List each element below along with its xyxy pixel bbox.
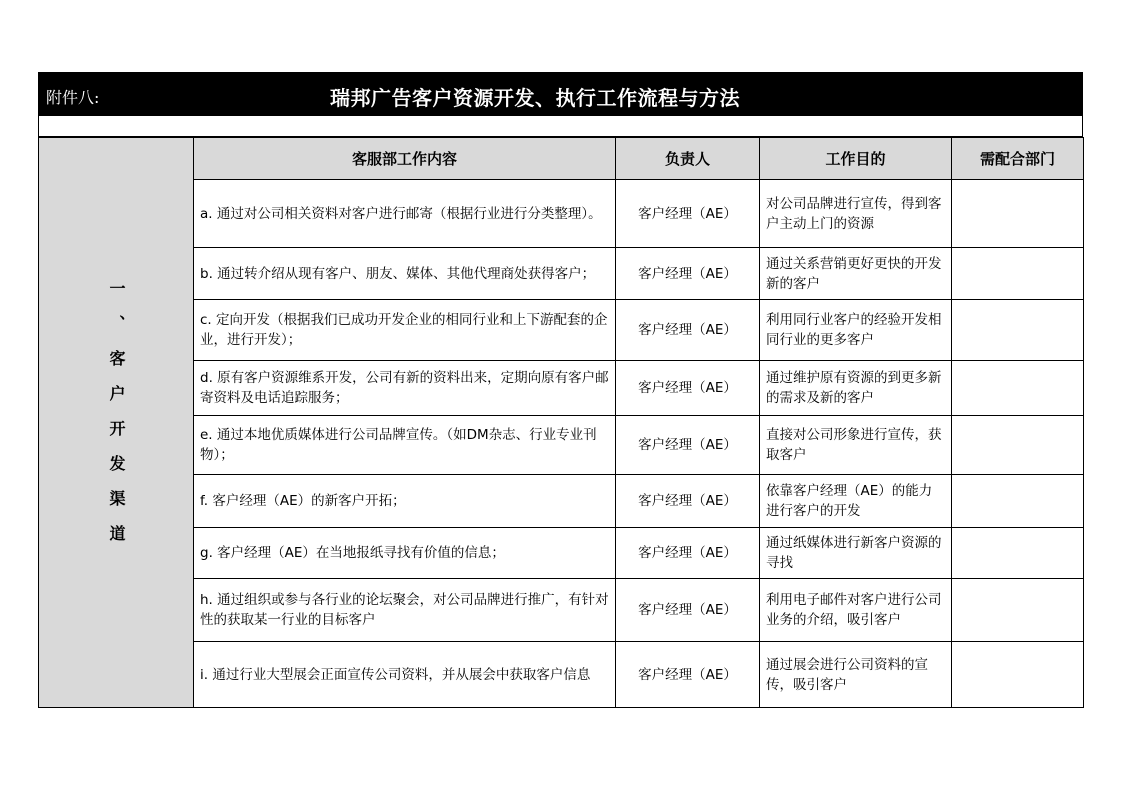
- table-row: [39, 416, 1084, 475]
- table-row: [39, 361, 1084, 416]
- row-dept-cell: [952, 579, 1084, 642]
- row-content-cell: f. 客户经理（AE）的新客户开拓；: [194, 475, 616, 528]
- row-owner-cell: 客户经理（AE）: [616, 475, 760, 528]
- row-owner-cell: 客户经理（AE）: [616, 528, 760, 579]
- row-owner-cell: 客户经理（AE）: [616, 361, 760, 416]
- row-dept-cell: [952, 180, 1084, 248]
- row-content-cell: a. 通过对公司相关资料对客户进行邮寄（根据行业进行分类整理）。: [194, 180, 616, 248]
- table-row: [39, 642, 1084, 708]
- table-row: [39, 300, 1084, 361]
- row-dept-cell: [952, 528, 1084, 579]
- column-header-dept: 需配合部门: [952, 138, 1084, 180]
- table-row: [39, 248, 1084, 300]
- row-purpose-cell: 依靠客户经理（AE）的能力进行客户的开发: [760, 475, 952, 528]
- row-content-cell: i. 通过行业大型展会正面宣传公司资料，并从展会中获取客户信息: [194, 642, 616, 708]
- row-purpose-cell: 利用电子邮件对客户进行公司业务的介绍，吸引客户: [760, 579, 952, 642]
- row-owner-cell: 客户经理（AE）: [616, 248, 760, 300]
- column-header-content: 客服部工作内容: [194, 138, 616, 180]
- table-header-row: [39, 138, 1084, 180]
- row-content-cell: b. 通过转介绍从现有客户、朋友、媒体、其他代理商处获得客户；: [194, 248, 616, 300]
- table-row: [39, 528, 1084, 579]
- row-dept-cell: [952, 642, 1084, 708]
- row-dept-cell: [952, 475, 1084, 528]
- row-owner-cell: 客户经理（AE）: [616, 579, 760, 642]
- row-purpose-cell: 直接对公司形象进行宣传，获取客户: [760, 416, 952, 475]
- row-owner-cell: 客户经理（AE）: [616, 642, 760, 708]
- row-dept-cell: [952, 361, 1084, 416]
- workflow-table: [38, 137, 1084, 708]
- row-owner-cell: 客户经理（AE）: [616, 300, 760, 361]
- column-header-owner: 负责人: [616, 138, 760, 180]
- section-label: 一、客户开发渠道: [107, 279, 126, 560]
- row-owner-cell: 客户经理（AE）: [616, 180, 760, 248]
- page-title: 瑞邦广告客户资源开发、执行工作流程与方法: [330, 86, 740, 110]
- row-content-cell: c. 定向开发（根据我们已成功开发企业的相同行业和上下游配套的企业，进行开发）；: [194, 300, 616, 361]
- section-label-cell: [39, 138, 194, 708]
- row-content-cell: e. 通过本地优质媒体进行公司品牌宣传。（如DM杂志、行业专业刊物）；: [194, 416, 616, 475]
- row-dept-cell: [952, 248, 1084, 300]
- row-content-cell: h. 通过组织或参与各行业的论坛聚会，对公司品牌进行推广，有针对性的获取某一行业的目标客户: [194, 579, 616, 642]
- row-purpose-cell: 通过展会进行公司资料的宣传，吸引客户: [760, 642, 952, 708]
- table-row: [39, 579, 1084, 642]
- annex-label: 附件八:: [46, 88, 100, 107]
- row-dept-cell: [952, 416, 1084, 475]
- row-purpose-cell: 利用同行业客户的经验开发相同行业的更多客户: [760, 300, 952, 361]
- row-dept-cell: [952, 300, 1084, 361]
- row-owner-cell: 客户经理（AE）: [616, 416, 760, 475]
- row-purpose-cell: 通过维护原有资源的到更多新的需求及新的客户: [760, 361, 952, 416]
- row-content-cell: d. 原有客户资源维系开发，公司有新的资料出来，定期向原有客户邮寄资料及电话追踪服务；: [194, 361, 616, 416]
- row-purpose-cell: 通过关系营销更好更快的开发新的客户: [760, 248, 952, 300]
- row-purpose-cell: 对公司品牌进行宣传，得到客户主动上门的资源: [760, 180, 952, 248]
- document-sheet: [38, 72, 1083, 708]
- table-row: [39, 180, 1084, 248]
- table-row: [39, 475, 1084, 528]
- row-content-cell: g. 客户经理（AE）在当地报纸寻找有价值的信息；: [194, 528, 616, 579]
- column-header-purpose: 工作目的: [760, 138, 952, 180]
- spacer-row: [38, 116, 1083, 137]
- row-purpose-cell: 通过纸媒体进行新客户资源的寻找: [760, 528, 952, 579]
- title-bar: [38, 72, 1083, 116]
